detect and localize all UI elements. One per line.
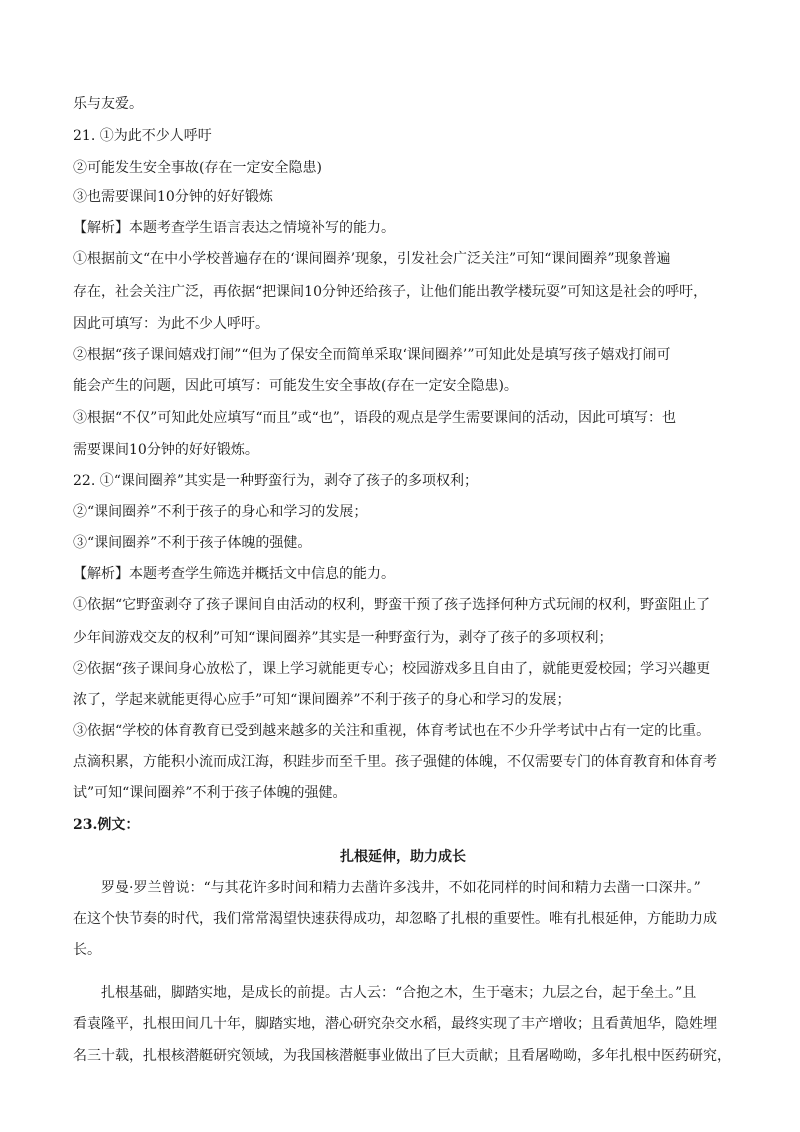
text-line: 扎根基础，脚踏实地，是成长的前提。古人云：“合抱之木，生于毫末；九层之台，起于垒土。”且 bbox=[101, 985, 697, 1001]
text-line: ③也需要课间10分钟的好好锻炼 bbox=[73, 189, 273, 205]
text-line: ③根据“不仅”可知此处应填写“而且”或“也”，语段的观点是学生需要课间的活动，因此可填写：也 bbox=[73, 410, 676, 426]
text-line: ①依据“它野蛮剥夺了孩子课间自由活动的权利，野蛮干预了孩子选择何种方式玩闹的权利，野蛮阻止了 bbox=[73, 597, 711, 613]
text-line: 因此可填写：为此不少人呼吁。 bbox=[73, 316, 269, 332]
text-line: 长。 bbox=[73, 942, 101, 958]
text-line: ②“课间圈养”不利于孩子的身心和学习的发展； bbox=[73, 504, 368, 520]
essay-title: 扎根延伸，助力成长 bbox=[340, 849, 466, 865]
text-line: 需要课间10分钟的好好锻炼。 bbox=[73, 442, 259, 458]
text-line: ②依据“孩子课间身心放松了，课上学习就能更专心；校园游戏多且自由了，就能更爱校园；学习兴趣更 bbox=[73, 661, 711, 677]
text-line: ③“课间圈养”不利于孩子体魄的强健。 bbox=[73, 535, 312, 551]
text-line: 点滴积累，方能积小流而成江海，积跬步而至千里。孩子强健的体魄，不仅需要专门的体育教育和体育考 bbox=[73, 754, 717, 770]
text-line: 浓了，学起来就能更得心应手”可知“课间圈养”不利于孩子的身心和学习的发展； bbox=[73, 692, 571, 708]
text-line: ②可能发生安全事故(存在一定安全隐患) bbox=[73, 160, 322, 176]
text-line: 在这个快节奏的时代，我们常常渴望快速获得成功，却忽略了扎根的重要性。唯有扎根延伸，方能助力成 bbox=[73, 911, 717, 927]
text-line: ①根据前文“在中小学校普遍存在的‘课间圈养’现象，引发社会广泛关注”可知“课间圈养”现象普遍 bbox=[73, 251, 671, 267]
answer-23-heading: 23.例文： bbox=[73, 817, 140, 833]
analysis-label: 【解析】本题考查学生语言表达之情境补写的能力。 bbox=[73, 220, 395, 236]
text-line: 能会产生的问题，因此可填写：可能发生安全事故(存在一定安全隐患)。 bbox=[73, 378, 518, 394]
answer-21-heading: 21. ①为此不少人呼吁 bbox=[73, 128, 212, 144]
analysis-label: 【解析】本题考查学生筛选并概括文中信息的能力。 bbox=[73, 566, 395, 582]
text-line: 名三十载，扎根核潜艇研究领域，为我国核潜艇事业做出了巨大贡献；且看屠呦呦，多年扎根中医药研究， bbox=[73, 1048, 731, 1064]
text-line: ③依据“学校的体育教育已受到越来越多的关注和重视，体育考试也在不少升学考试中占有一定的比重。 bbox=[73, 723, 711, 739]
text-line: 试”可知“课间圈养”不利于孩子体魄的强健。 bbox=[73, 785, 347, 801]
text-line: 少年间游戏交友的权利”可知“课间圈养”其实是一种野蛮行为，剥夺了孩子的多项权利； bbox=[73, 630, 613, 646]
answer-22-heading: 22. ①“课间圈养”其实是一种野蛮行为，剥夺了孩子的多项权利； bbox=[73, 473, 479, 489]
text-line: ②根据“孩子课间嬉戏打闹”“但为了保安全而简单采取‘课间圈养’”可知此处是填写孩子嬉戏打闹可 bbox=[73, 347, 671, 363]
text-line: 乐与友爱。 bbox=[73, 96, 143, 112]
text-line: 存在，社会关注广泛，再依据“把课间10分钟还给孩子，让他们能出教学楼玩耍”可知这是社会的呼吁， bbox=[73, 284, 708, 300]
text-line: 看袁隆平，扎根田间几十年，脚踏实地，潜心研究杂交水稻，最终实现了丰产增收；且看黄旭华，隐姓埋 bbox=[73, 1016, 717, 1032]
text-line: 罗曼·罗兰曾说：“与其花许多时间和精力去凿许多浅井，不如花同样的时间和精力去凿一口深井。” bbox=[101, 880, 701, 896]
